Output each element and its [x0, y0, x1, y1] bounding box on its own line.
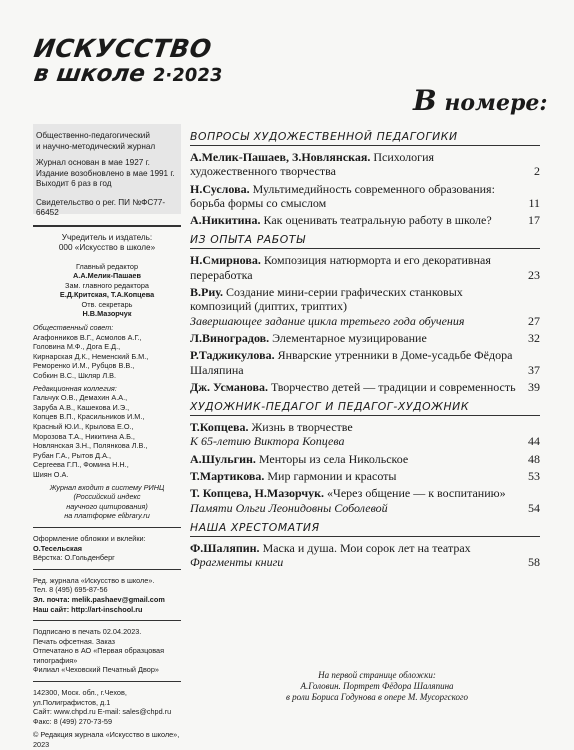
- divider: [33, 527, 181, 528]
- toc-entry-author: Н.Смирнова.: [190, 253, 261, 268]
- toc-entry-title: Январские утренники в Доме-усадьбе Фёдора Шаляпина: [190, 348, 513, 377]
- toc-entry-author: В.Риу.: [190, 285, 224, 300]
- divider: [33, 569, 181, 570]
- toc-entry-page: 17: [528, 213, 540, 228]
- board-8: Сергеева Г.П., Фомина Н.Н.,: [33, 460, 129, 470]
- council-1: Агафонников В.Г., Асмолов А.Г.,: [33, 332, 142, 342]
- print-addr-1: 142300, Моск. обл., г.Чехов,: [33, 688, 127, 698]
- rinc-3: научного цитирования): [66, 501, 148, 511]
- masthead: [34, 36, 234, 88]
- board-6: Новлянская З.Н., Полянкова Л.В.,: [33, 441, 148, 451]
- toc-entry-title: Маска и душа. Мои сорок лет на театрах: [259, 540, 471, 555]
- toc-entry-subtitle: Фрагменты книги: [190, 555, 284, 570]
- secretary-label: Отв. секретарь: [81, 299, 133, 309]
- issue-number: 2·2023: [151, 65, 224, 86]
- toc-entry-title: Мир гармонии и красоты: [264, 469, 397, 484]
- journal-info: [33, 128, 181, 219]
- rinc-1: Журнал входит в систему РИНЦ: [49, 482, 165, 492]
- toc-entry-subtitle: К 65-летию Виктора Копцева: [190, 434, 345, 449]
- toc-entry-author: Р.Таджикулова.: [190, 348, 275, 363]
- chief-label: Главный редактор: [75, 261, 139, 271]
- toc-entry-title: Создание мини-серии графических станковых композиций (диптих, триптих): [190, 285, 463, 314]
- board-9: Шиян О.А.: [33, 469, 69, 479]
- table-of-contents: [190, 124, 540, 573]
- email: Эл. почта: melik.pashaev@gmail.com: [33, 594, 165, 604]
- print-address-block: [33, 688, 181, 726]
- divider: [33, 681, 181, 682]
- secretary: Н.В.Мазорчук: [82, 309, 132, 319]
- toc-entry-title: Как оценивать театральную работу в школе?: [260, 213, 492, 228]
- journal-desc-1: Общественно-педагогический: [36, 131, 150, 140]
- print-block: [33, 627, 181, 675]
- toc-entry-author: Н.Суслова.: [190, 181, 250, 196]
- cover-note-2: А.Головин. Портрет Фёдора Шаляпина: [300, 681, 454, 691]
- board-1: Гальчук О.В., Демахин А.А.,: [33, 393, 128, 403]
- logo-line1: ИСКУССТВО: [32, 34, 214, 63]
- toc-section-heading: НАША ХРЕСТОМАТИЯ: [190, 521, 540, 537]
- editors-block: [33, 262, 181, 320]
- toc-entry[interactable]: [190, 285, 540, 328]
- cover-note-1: На первой странице обложки:: [318, 670, 436, 680]
- print-addr-2: ул.Полиграфистов, д.1: [33, 697, 111, 707]
- copyright: © Редакция журнала «Искусство в школе», 2023: [33, 730, 180, 750]
- layout: Вёрстка: О.Гольденберг: [33, 553, 115, 563]
- design-block: [33, 534, 181, 563]
- toc-entry[interactable]: [190, 420, 540, 449]
- board-5: Морозова Т.А., Никитина А.Б.,: [33, 431, 135, 441]
- toc-entry[interactable]: [190, 213, 540, 227]
- council-label: Общественный совет:: [33, 323, 114, 333]
- toc-entry-subtitle: Завершающее задание цикла третьего года обучения: [190, 313, 465, 328]
- address-2: Тел. 8 (495) 695-87-56: [33, 585, 108, 595]
- toc-entry-page: 44: [528, 434, 540, 449]
- toc-entry[interactable]: [190, 331, 540, 345]
- contact-block: [33, 576, 181, 614]
- toc-entry-page: 27: [528, 313, 540, 328]
- in-issue-big-letter: В: [413, 84, 437, 117]
- council-3: Кирнарская Д.К., Неменский Б.М.,: [33, 351, 149, 361]
- print-2: Печать офсетная. Заказ: [33, 636, 116, 646]
- divider: [33, 225, 181, 227]
- deputy: Е.Д.Критская, Т.А.Копцева: [59, 290, 155, 300]
- toc-entry-page: 37: [528, 362, 540, 377]
- print-4: Филиал «Чеховский Печатный Двор»: [33, 665, 159, 675]
- council-block: [33, 323, 181, 381]
- toc-entry[interactable]: [190, 452, 540, 466]
- logo-line2: [32, 62, 236, 88]
- rinc-block: [33, 483, 181, 521]
- board-4: Красный Ю.И., Крылова Е.О.,: [33, 422, 134, 431]
- divider: [33, 620, 181, 621]
- toc-entry-author: Дж. Усманова.: [190, 379, 268, 394]
- toc-entry-author: Т. Копцева, Н.Мазорчук.: [190, 486, 325, 501]
- board-block: [33, 384, 181, 480]
- toc-entry[interactable]: [190, 150, 540, 179]
- deputy-label: Зам. главного редактора: [65, 280, 149, 290]
- toc-entry-author: А.Шульгин.: [190, 451, 256, 466]
- founder-block: [33, 233, 181, 254]
- toc-entry-subtitle: Памяти Ольги Леонидовны Соболевой: [190, 500, 388, 515]
- toc-entry-title: Творчество детей — традиции и современность: [267, 379, 516, 394]
- rinc-2: (Российский индекс: [73, 492, 141, 502]
- founded-1: Журнал основан в мае 1927 г.: [36, 158, 150, 167]
- toc-entry[interactable]: [190, 253, 540, 282]
- journal-desc-2: и научно-методический журнал: [36, 141, 156, 151]
- toc-entry-page: 58: [528, 555, 540, 570]
- council-5: Собкин В.С., Шкляр Л.В.: [33, 371, 117, 381]
- founded-2: Издание возобновлено в мае 1991 г.: [36, 168, 175, 178]
- toc-entry[interactable]: [190, 469, 540, 483]
- toc-entry-page: 48: [528, 451, 540, 466]
- board-3: Копцев В.П., Красильников И.М.,: [33, 412, 145, 422]
- board-7: Рубан Г.А., Рытов Д.А.,: [33, 450, 111, 460]
- board-2: Заруба А.В., Кашекова И.Э.,: [33, 402, 130, 412]
- board-label: Редакционная коллегия:: [33, 383, 117, 393]
- toc-entry[interactable]: [190, 348, 540, 377]
- toc-entry-author: Ф.Шаляпин.: [190, 540, 260, 555]
- toc-entry-author: А.Никитина.: [190, 213, 261, 228]
- print-addr-4: Факс: 8 (499) 270-73-59: [33, 716, 112, 726]
- toc-entry-page: 11: [528, 195, 540, 210]
- in-issue-rest: номере:: [436, 90, 548, 116]
- in-issue-heading: [413, 84, 547, 117]
- cover-note-3: в роли Бориса Годунова в опере М. Мусоргского: [286, 692, 468, 702]
- toc-entry-page: 2: [534, 164, 540, 179]
- design-label: Оформление обложки и вклейки:: [33, 533, 146, 543]
- toc-entry-page: 23: [528, 267, 540, 282]
- toc-entry-title: Мультимедийность современного образования: борьба формы со смыслом: [190, 181, 495, 210]
- toc-entry-author: Т.Мартикова.: [190, 469, 265, 484]
- toc-entry-author: Л.Виноградов.: [190, 330, 270, 345]
- founder-label: Учредитель и издатель:: [61, 232, 153, 242]
- toc-entry-title: Менторы из села Никольское: [255, 451, 409, 466]
- toc-entry-page: 54: [528, 500, 540, 515]
- founder: 000 «Искусство в школе»: [58, 243, 156, 252]
- rinc-4: на платформе elibrary.ru: [64, 511, 150, 521]
- toc-entry-page: 32: [528, 330, 540, 345]
- chief: А.А.Мелик-Пашаев: [73, 271, 141, 281]
- toc-section-heading: ХУДОЖНИК-ПЕДАГОГ И ПЕДАГОГ-ХУДОЖНИК: [190, 400, 540, 416]
- toc-entry[interactable]: [190, 486, 540, 515]
- print-1: Подписано в печать 02.04.2023.: [33, 627, 142, 637]
- toc-entry-title: Жизнь в творчестве: [248, 420, 353, 435]
- cover-note: [262, 670, 492, 703]
- toc-entry-page: 53: [528, 469, 540, 484]
- toc-entry-title: Психология художественного творчества: [190, 150, 435, 179]
- founded-3: Выходит 6 раз в год: [36, 179, 112, 188]
- toc-entry[interactable]: [190, 182, 540, 211]
- toc-entry-title: Элементарное музицирование: [269, 330, 427, 345]
- toc-entry[interactable]: [190, 541, 540, 570]
- print-addr-3: Сайт: www.chpd.ru E-mail: sales@chpd.ru: [33, 707, 172, 717]
- toc-section-heading: ИЗ ОПЫТА РАБОТЫ: [190, 233, 540, 249]
- toc-entry-page: 39: [528, 379, 540, 394]
- toc-entry-title: «Через общение — к воспитанию»: [324, 486, 506, 501]
- address-1: Ред. журнала «Искусство в школе».: [33, 575, 155, 585]
- designer: О.Тесельская: [33, 543, 83, 553]
- toc-entry-author: А.Мелик-Пашаев, З.Новлянская.: [190, 150, 371, 164]
- logo-line2-text: в школе: [32, 61, 147, 87]
- council-4: Ремоpенко И.М., Рубцов В.В.,: [33, 361, 135, 371]
- toc-entry-author: Т.Копцева.: [190, 420, 249, 435]
- council-2: Головина М.Ф., Дога Е.Д.,: [33, 342, 121, 352]
- toc-section-heading: ВОПРОСЫ ХУДОЖЕСТВЕННОЙ ПЕДАГОГИКИ: [190, 130, 540, 146]
- license: Свидетельство о рег. ПИ №ФС77-66452: [36, 197, 166, 217]
- toc-entry[interactable]: [190, 380, 540, 394]
- toc-entry-title: Композиция натюрморта и его декоративная переработка: [190, 253, 491, 282]
- print-3: Отпечатано в АО «Первая образцовая типография»: [33, 646, 165, 665]
- site-link[interactable]: Наш сайт: http://art-inschool.ru: [33, 604, 143, 614]
- left-column: [33, 128, 181, 750]
